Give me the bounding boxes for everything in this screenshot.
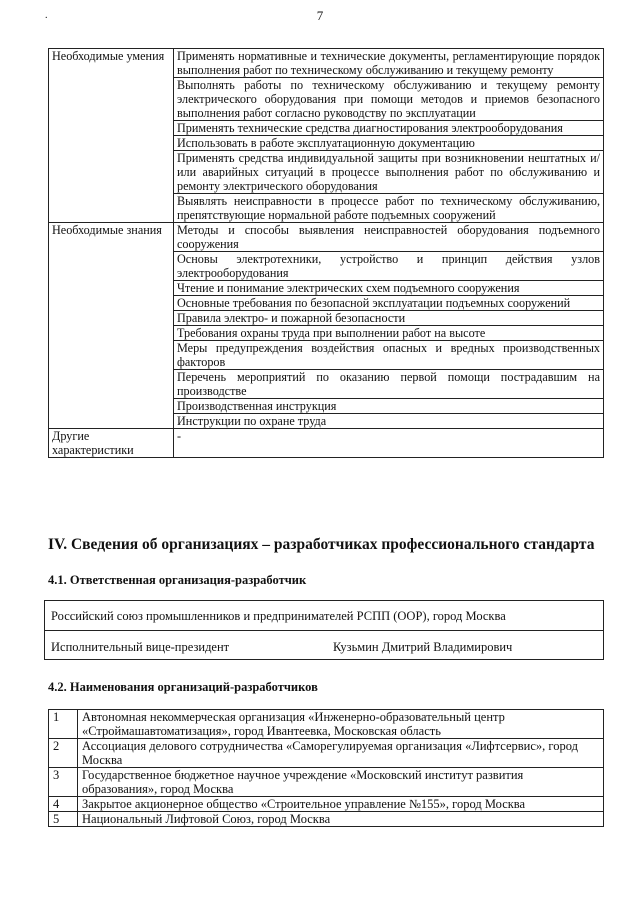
knowledge-item: Основы электротехники, устройство и принцип действия узлов электрооборудования [174,252,604,281]
responsible-org-box [44,600,604,660]
skill-item: Применять технические средства диагностирования электрооборудования [174,121,604,136]
section-title: IV. Сведения об организациях – разработчиках профессионального стандарта [48,536,595,553]
dev-number: 2 [49,739,78,768]
table-row [49,739,604,768]
dev-name: Государственное бюджетное научное учреждение «Московский институт развития образования», город Москва [78,768,604,797]
table-row [49,710,604,739]
dev-name: Автономная некоммерческая организация «Инженерно-образовательный центр «Строймашавтоматизация», город Ивантеевка, Московская область [78,710,604,739]
skill-item: Выполнять работы по техническому обслуживанию и текущему ремонту электрического оборудования при помощи методов и приемов безопасного выполнения работ согласно руководству по эксплуатации [174,78,604,121]
row-label-skills: Необходимые умения [49,49,174,223]
page-number: 7 [316,8,324,23]
knowledge-item: Перечень мероприятий по оказанию первой помощи пострадавшим на производстве [174,370,604,399]
divider [45,630,603,631]
row-label-knowledge: Необходимые знания [49,223,174,429]
dev-number: 1 [49,710,78,739]
other-item: - [174,429,604,458]
responsible-heading: 4.1. Ответственная организация-разработчик [48,573,307,587]
responsible-position: Исполнительный вице-президент [51,640,230,654]
knowledge-item: Правила электро- и пожарной безопасности [174,311,604,326]
knowledge-item: Меры предупреждения воздействия опасных и вредных производственных факторов [174,341,604,370]
knowledge-item: Основные требования по безопасной эксплуатации подъемных сооружений [174,296,604,311]
knowledge-item: Чтение и понимание электрических схем подъемного сооружения [174,281,604,296]
corner-mark: . [45,10,48,21]
knowledge-item: Методы и способы выявления неисправностей оборудования подъемного сооружения [174,223,604,252]
table-row [49,429,604,458]
table-row [49,223,604,252]
responsible-org-name: Российский союз промышленников и предпринимателей РСПП (ООР), город Москва [51,609,506,623]
skill-item: Применять средства индивидуальной защиты при возникновении нештатных и/или аварийных ситуаций в процессе выполнения работ по обслуживанию и ремонту электрического оборудования [174,151,604,194]
table-row [49,768,604,797]
skills-table [48,48,604,458]
table-row [49,49,604,78]
knowledge-item: Производственная инструкция [174,399,604,414]
row-label-other: Другие характеристики [49,429,174,458]
dev-number: 4 [49,797,78,812]
developers-table [48,709,604,827]
knowledge-item: Инструкции по охране труда [174,414,604,429]
table-row [49,812,604,827]
skill-item: Применять нормативные и технические документы, регламентирующие порядок выполнения работ по техническому обслуживанию и текущему ремонту [174,49,604,78]
dev-name: Ассоциация делового сотрудничества «Саморегулируемая организация «Лифтсервис», город Москва [78,739,604,768]
skill-item: Выявлять неисправности в процессе работ по техническому обслуживанию, препятствующие нормальной работе подъемных сооружений [174,194,604,223]
dev-name: Закрытое акционерное общество «Строительное управление №155», город Москва [78,797,604,812]
developers-heading: 4.2. Наименования организаций-разработчиков [48,680,318,694]
dev-name: Национальный Лифтовой Союз, город Москва [78,812,604,827]
knowledge-item: Требования охраны труда при выполнении работ на высоте [174,326,604,341]
dev-number: 3 [49,768,78,797]
responsible-person: Кузьмин Дмитрий Владимирович [333,640,513,654]
table-row [49,797,604,812]
dev-number: 5 [49,812,78,827]
skill-item: Использовать в работе эксплуатационную документацию [174,136,604,151]
